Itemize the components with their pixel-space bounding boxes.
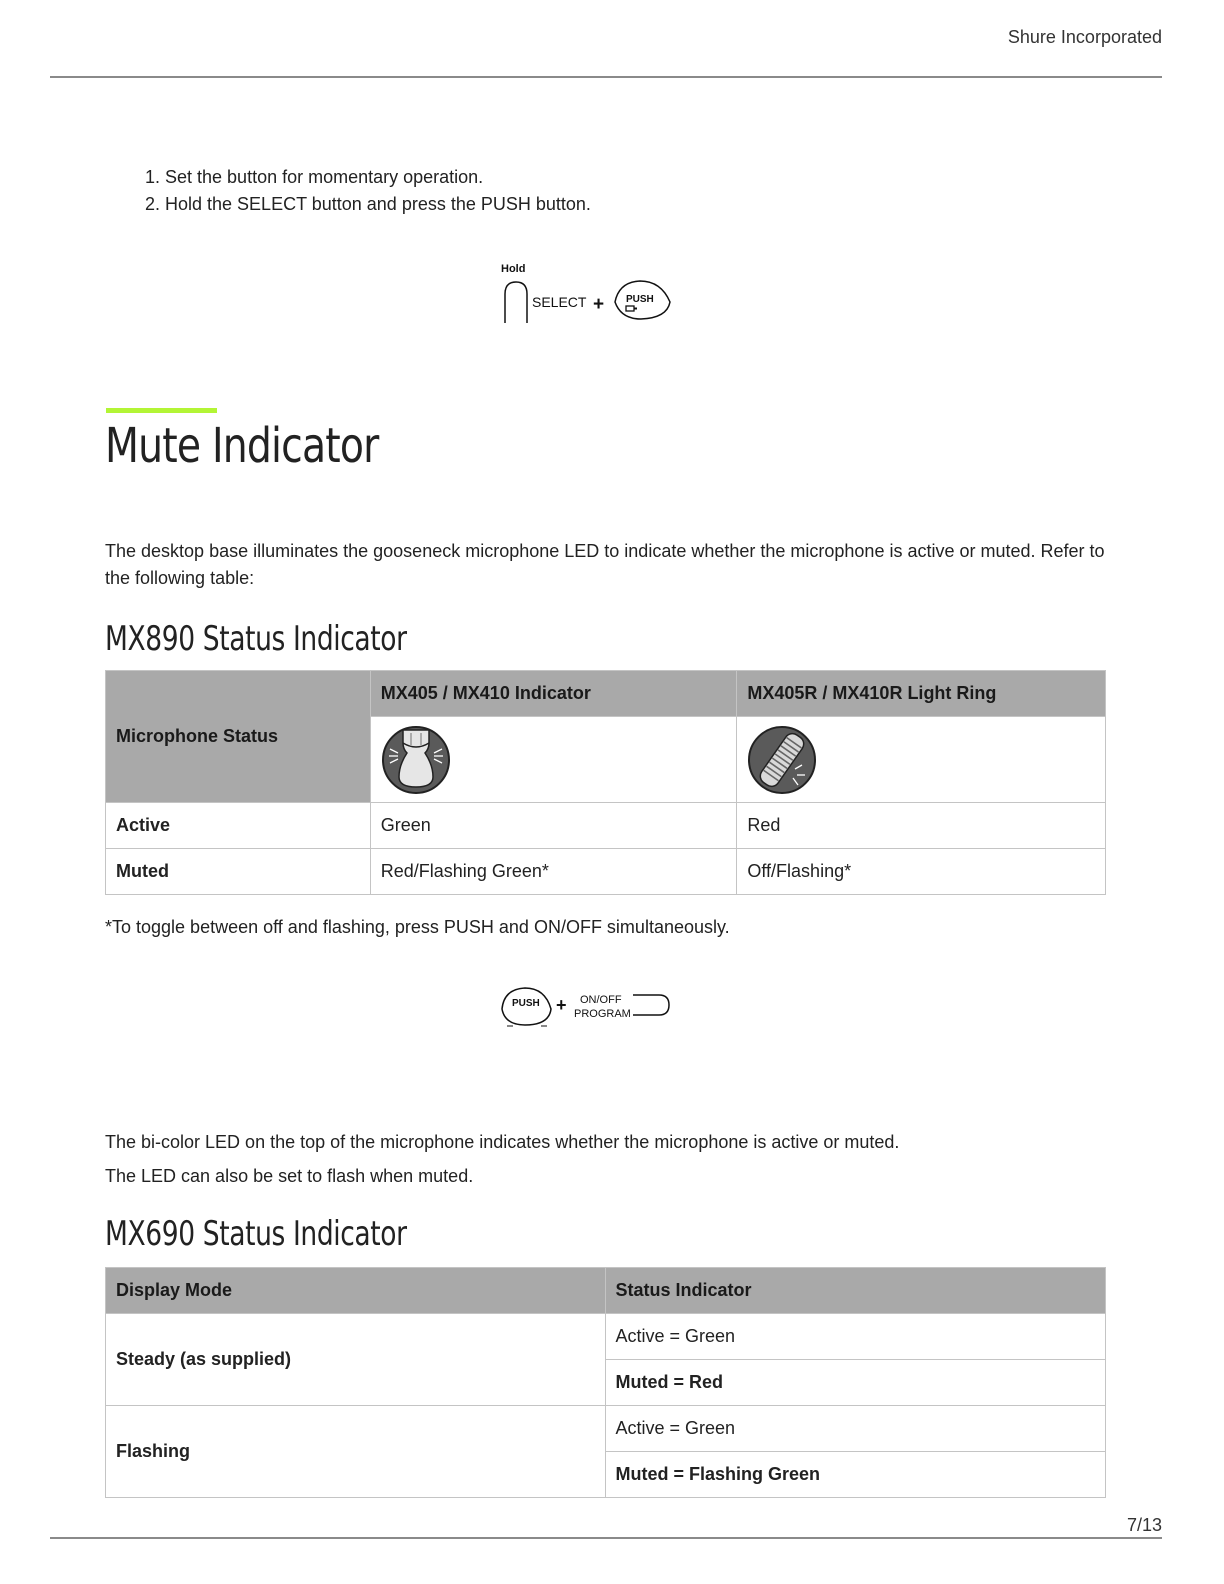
table-row <box>106 803 1106 849</box>
page-number: 7/13 <box>1126 1515 1162 1535</box>
status-cell: Muted = Red <box>605 1360 1106 1406</box>
mx890-status-table <box>105 670 1106 895</box>
table-row <box>106 1314 1106 1360</box>
header-display-mode: Display Mode <box>106 1268 606 1314</box>
mx405-cell: Red/Flashing Green* <box>370 849 737 895</box>
status-cell: Muted <box>106 849 371 895</box>
plus-sign: + <box>593 294 605 315</box>
mx405r-cell: Off/Flashing* <box>737 849 1106 895</box>
footer-divider <box>50 1537 1162 1539</box>
section-title: Mute Indicator <box>105 418 379 474</box>
header-microphone-status: Microphone Status <box>106 671 371 803</box>
mx405-cell: Green <box>370 803 737 849</box>
mx405r-light-ring-image <box>737 717 1106 803</box>
section-accent-bar <box>106 408 217 413</box>
mx890-title: MX890 Status Indicator <box>105 619 407 659</box>
select-push-diagram <box>495 258 680 328</box>
display-mode-cell: Flashing <box>106 1406 606 1498</box>
step-item: 2. Hold the SELECT button and press the PUSH button. <box>165 191 591 218</box>
push-label: PUSH <box>512 998 540 1009</box>
table-row <box>106 1406 1106 1452</box>
table-row <box>106 849 1106 895</box>
table-footnote: *To toggle between off and flashing, press PUSH and ON/OFF simultaneously. <box>105 917 730 937</box>
mx690-status-table <box>105 1267 1106 1498</box>
led-paragraph: The bi-color LED on the top of the microphone indicates whether the microphone is active or muted. <box>105 1132 900 1152</box>
push-label: PUSH <box>626 294 654 305</box>
onoff-label: ON/OFF <box>580 994 622 1006</box>
select-button-icon <box>505 282 527 323</box>
status-cell: Active = Green <box>605 1406 1106 1452</box>
mute-intro-paragraph: The desktop base illuminates the gooseneck microphone LED to indicate whether the microphone is active or muted. Refer to the following table: <box>105 541 1105 588</box>
select-label: SELECT <box>532 294 587 310</box>
status-cell: Active = Green <box>605 1314 1106 1360</box>
program-label: PROGRAM <box>574 1008 631 1020</box>
status-cell: Active <box>106 803 371 849</box>
step-item: 1. Set the button for momentary operation. <box>165 164 591 191</box>
mx405r-light-ring-icon <box>747 725 817 795</box>
instruction-steps <box>110 164 591 218</box>
push-onoff-diagram <box>495 985 680 1033</box>
header-company-name: Shure Incorporated <box>1007 27 1162 47</box>
mx405-led-icon <box>381 725 451 795</box>
mx690-title: MX690 Status Indicator <box>105 1214 407 1254</box>
mx405-indicator-image <box>370 717 737 803</box>
led-indicator-icon <box>626 306 634 311</box>
mx405r-cell: Red <box>737 803 1106 849</box>
status-cell: Muted = Flashing Green <box>605 1452 1106 1498</box>
header-mx405-indicator: MX405 / MX410 Indicator <box>370 671 737 717</box>
header-status-indicator: Status Indicator <box>605 1268 1106 1314</box>
header-mx405r-light-ring: MX405R / MX410R Light Ring <box>737 671 1106 717</box>
display-mode-cell: Steady (as supplied) <box>106 1314 606 1406</box>
onoff-switch-icon <box>633 995 669 1015</box>
hold-label: Hold <box>501 263 526 275</box>
led-paragraph: The LED can also be set to flash when muted. <box>105 1166 474 1186</box>
header-divider <box>50 76 1162 78</box>
plus-sign: + <box>556 995 567 1015</box>
